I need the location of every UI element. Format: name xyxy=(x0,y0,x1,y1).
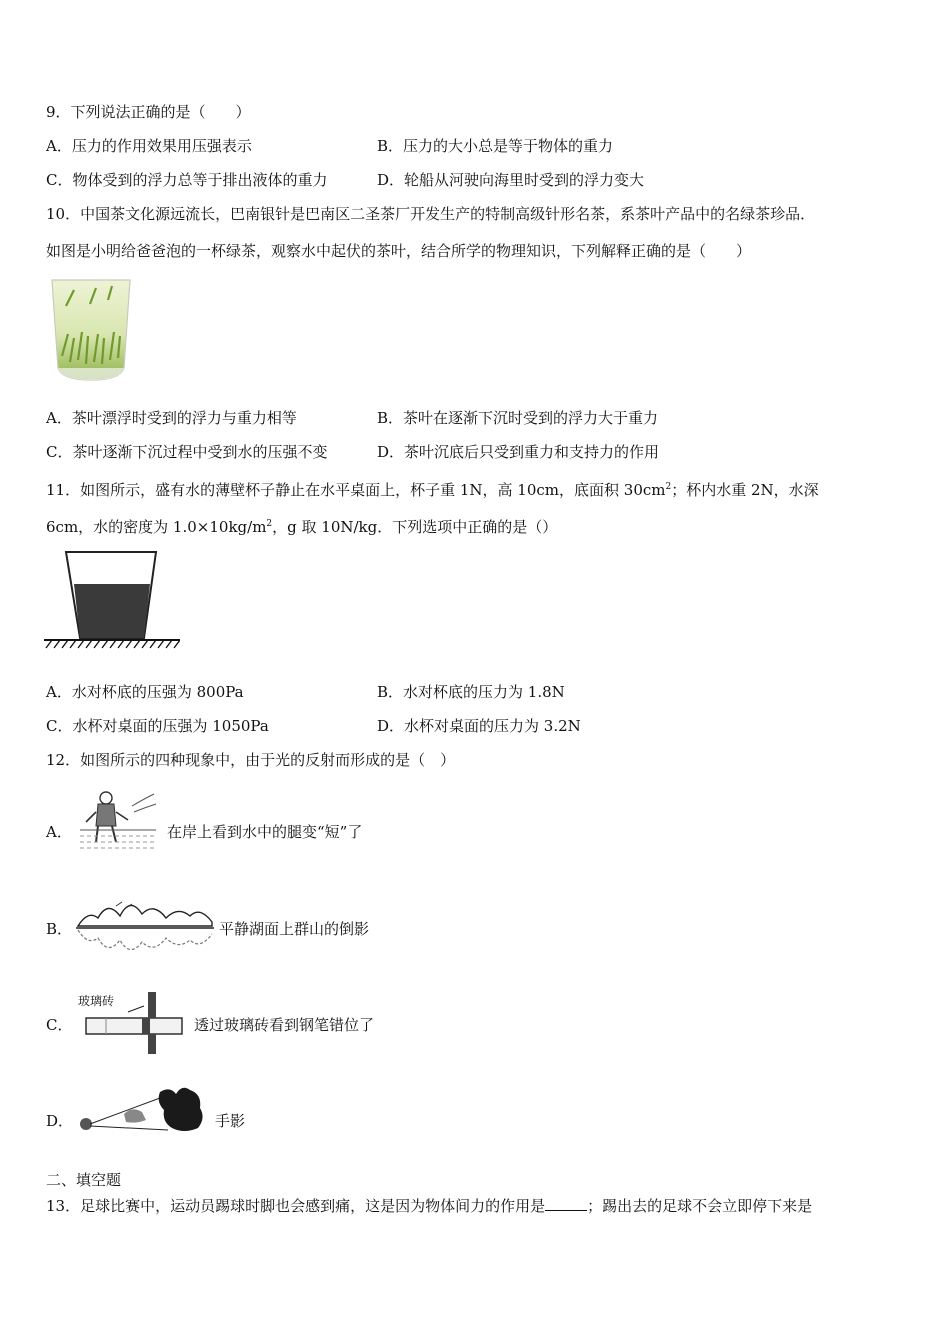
q9-option-a: A．压力的作用效果用压强表示 xyxy=(46,137,252,155)
section-title: 二、填空题 xyxy=(46,1171,122,1189)
q12-option-c-letter: C． xyxy=(46,1016,73,1034)
q12-option-b-letter: B． xyxy=(46,920,73,938)
q11-stem-line2: 6cm，水的密度为 $1.0\times 10kg/m^2$，g 取 10N/kg．下列选项中正确的是（） xyxy=(46,518,558,536)
q12-option-a-letter: A． xyxy=(46,823,72,841)
q10-stem-line2: 如图是小明给爸爸泡的一杯绿茶，观察水中起伏的茶叶，结合所学的物理知识，下列解释正确的是（ ） xyxy=(46,242,752,260)
q11-stem-line1: 11．如图所示，盛有水的薄壁杯子静止在水平桌面上，杯子重 1N，高 10cm，底面积 $30cm^2$；杯内水重 2N，水深 xyxy=(46,481,819,499)
q13-blank[interactable] xyxy=(545,1196,587,1211)
q10-stem-line1: 10．中国茶文化源远流长，巴南银针是巴南区二圣茶厂开发生产的特制高级针形名茶，系茶叶产品中的名绿茶珍品． xyxy=(46,205,816,223)
q9-option-b: B．压力的大小总是等于物体的重力 xyxy=(377,137,614,155)
leg-in-water-figure xyxy=(76,786,160,858)
q11-option-c: C．水杯对桌面的压强为 1050Pa xyxy=(46,717,269,735)
q10-option-a: A．茶叶漂浮时受到的浮力与重力相等 xyxy=(46,409,297,427)
water-cup-figure xyxy=(44,546,180,652)
q11-option-b: B．水对杯底的压力为 1.8N xyxy=(377,683,565,701)
q10-option-d: D．茶叶沉底后只受到重力和支持力的作用 xyxy=(377,443,660,461)
q12-option-c-text: 透过玻璃砖看到钢笔错位了 xyxy=(194,1016,375,1034)
q9-stem: 9．下列说法正确的是（ ） xyxy=(46,103,251,121)
tea-cup-figure xyxy=(50,276,132,384)
q10-option-c: C．茶叶逐渐下沉过程中受到水的压强不变 xyxy=(46,443,328,461)
mountain-reflection-figure xyxy=(76,892,214,960)
q12-stem: 12．如图所示的四种现象中，由于光的反射而形成的是（ ） xyxy=(46,751,456,769)
glass-brick-label: 玻璃砖 xyxy=(78,994,115,1008)
hand-shadow-figure xyxy=(72,1084,210,1138)
q10-option-b: B．茶叶在逐渐下沉时受到的浮力大于重力 xyxy=(377,409,659,427)
q12-option-b-text: 平静湖面上群山的倒影 xyxy=(219,920,370,938)
q13-stem: 13．足球比赛中，运动员踢球时脚也会感到痛，这是因为物体间力的作用是 ；踢出去的足球不会立即停下来是 xyxy=(46,1197,813,1215)
q11-option-d: D．水杯对桌面的压力为 3.2N xyxy=(377,717,581,735)
q9-option-d: D．轮船从河驶向海里时受到的浮力变大 xyxy=(377,171,645,189)
q12-option-d-text: 手影 xyxy=(215,1112,246,1130)
glass-brick-pen-figure xyxy=(76,988,188,1058)
q12-option-a-text: 在岸上看到水中的腿变“短”了 xyxy=(167,823,363,841)
q9-option-c: C．物体受到的浮力总等于排出液体的重力 xyxy=(46,171,328,189)
q11-option-a: A．水对杯底的压强为 800Pa xyxy=(46,683,244,701)
q12-option-d-letter: D． xyxy=(46,1112,74,1130)
